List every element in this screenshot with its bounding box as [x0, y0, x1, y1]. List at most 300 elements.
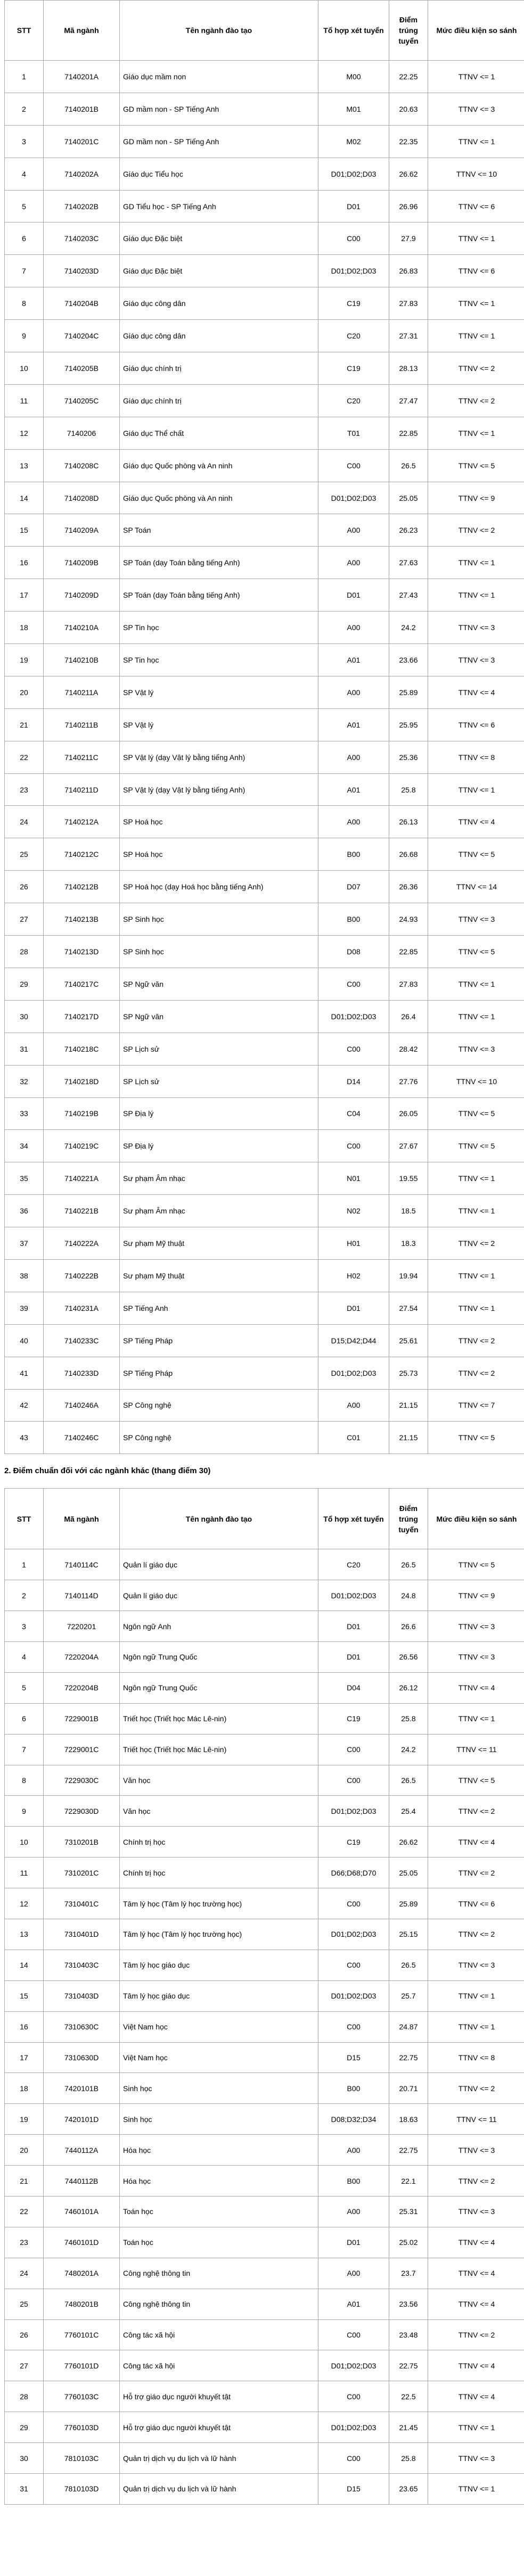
cell-stt: 7 [5, 1734, 44, 1765]
table-row [5, 936, 524, 968]
cell-code: 7140218D [44, 1065, 120, 1097]
cell-score: 26.68 [389, 838, 428, 871]
cell-name: Chính trị học [120, 1827, 318, 1857]
cell-name: SP Toán (dạy Toán bằng tiếng Anh) [120, 547, 318, 579]
cell-score: 25.15 [389, 1919, 428, 1950]
table-row [5, 255, 524, 287]
cell-code: 7140210B [44, 644, 120, 676]
header-code: Mã ngành [44, 1489, 120, 1549]
cell-stt: 22 [5, 2197, 44, 2227]
cell-combo: D04 [318, 1672, 389, 1703]
cell-name: SP Vật lý [120, 708, 318, 741]
cell-name: Chính trị học [120, 1857, 318, 1888]
table-row [5, 482, 524, 514]
cell-combo: A01 [318, 708, 389, 741]
cell-stt: 21 [5, 2166, 44, 2197]
cell-condition: TTNV <= 3 [428, 2197, 524, 2227]
cell-stt: 13 [5, 449, 44, 482]
cell-stt: 27 [5, 2350, 44, 2381]
cell-score: 25.8 [389, 2443, 428, 2474]
table-row [5, 384, 524, 417]
cell-name: Văn học [120, 1765, 318, 1796]
table-row [5, 871, 524, 903]
cell-condition: TTNV <= 9 [428, 1580, 524, 1611]
table-header [5, 1, 524, 61]
cell-name: Quản lí giáo dục [120, 1549, 318, 1580]
admission-table-teacher-training [4, 0, 524, 1454]
cell-code: 7310630C [44, 2011, 120, 2042]
cell-name: Sư phạm Mỹ thuật [120, 1259, 318, 1292]
table-row [5, 287, 524, 320]
cell-condition: TTNV <= 1 [428, 2412, 524, 2443]
cell-code: 7480201A [44, 2258, 120, 2289]
cell-name: Giáo dục Quốc phòng và An ninh [120, 482, 318, 514]
cell-condition: TTNV <= 7 [428, 1389, 524, 1422]
cell-name: Hóa học [120, 2135, 318, 2166]
cell-name: Tâm lý học (Tâm lý học trường học) [120, 1888, 318, 1919]
table-row [5, 1259, 524, 1292]
cell-name: SP Công nghệ [120, 1422, 318, 1454]
cell-stt: 43 [5, 1422, 44, 1454]
cell-name: SP Vật lý (dạy Vật lý bằng tiếng Anh) [120, 741, 318, 773]
cell-combo: A00 [318, 2258, 389, 2289]
cell-combo: H02 [318, 1259, 389, 1292]
cell-condition: TTNV <= 1 [428, 287, 524, 320]
table-row [5, 1065, 524, 1097]
table-row [5, 612, 524, 644]
table-row [5, 1857, 524, 1888]
table-row [5, 1097, 524, 1130]
cell-name: SP Toán (dạy Toán bằng tiếng Anh) [120, 579, 318, 612]
cell-combo: C00 [318, 2381, 389, 2412]
cell-condition: TTNV <= 2 [428, 514, 524, 547]
cell-combo: C00 [318, 2443, 389, 2474]
table-row [5, 644, 524, 676]
cell-score: 26.4 [389, 1000, 428, 1033]
cell-combo: D01 [318, 1641, 389, 1672]
table-row [5, 2166, 524, 2197]
cell-combo: C00 [318, 1888, 389, 1919]
cell-combo: C00 [318, 222, 389, 255]
cell-stt: 3 [5, 125, 44, 158]
cell-score: 26.62 [389, 158, 428, 190]
cell-score: 22.25 [389, 61, 428, 93]
table-row [5, 1703, 524, 1734]
cell-condition: TTNV <= 1 [428, 417, 524, 449]
cell-stt: 17 [5, 579, 44, 612]
cell-combo: C01 [318, 1422, 389, 1454]
cell-name: Triết học (Triết học Mác Lê-nin) [120, 1703, 318, 1734]
cell-stt: 25 [5, 838, 44, 871]
cell-code: 7140213B [44, 903, 120, 936]
cell-code: 7140221B [44, 1195, 120, 1227]
cell-combo: D01 [318, 2227, 389, 2258]
cell-name: Quản trị dịch vụ du lịch và lữ hành [120, 2474, 318, 2505]
admission-table-other-majors [4, 1488, 524, 2505]
cell-score: 26.62 [389, 1827, 428, 1857]
header-combo: Tổ hợp xét tuyển [318, 1, 389, 61]
table-row [5, 1950, 524, 1980]
cell-name: SP Sinh học [120, 936, 318, 968]
cell-name: Công tác xã hội [120, 2350, 318, 2381]
cell-score: 24.2 [389, 1734, 428, 1765]
cell-stt: 41 [5, 1357, 44, 1389]
cell-combo: C20 [318, 320, 389, 352]
cell-score: 26.5 [389, 1950, 428, 1980]
cell-condition: TTNV <= 1 [428, 1195, 524, 1227]
cell-stt: 31 [5, 1033, 44, 1065]
cell-condition: TTNV <= 3 [428, 1950, 524, 1980]
cell-condition: TTNV <= 2 [428, 2073, 524, 2104]
cell-combo: D14 [318, 1065, 389, 1097]
table-row [5, 158, 524, 190]
cell-score: 27.47 [389, 384, 428, 417]
cell-stt: 2 [5, 93, 44, 125]
cell-code: 7310630D [44, 2042, 120, 2073]
cell-stt: 15 [5, 1980, 44, 2011]
cell-stt: 18 [5, 2073, 44, 2104]
cell-name: SP Công nghệ [120, 1389, 318, 1422]
cell-stt: 10 [5, 352, 44, 385]
cell-combo: A01 [318, 644, 389, 676]
cell-combo: N02 [318, 1195, 389, 1227]
cell-condition: TTNV <= 1 [428, 222, 524, 255]
cell-combo: C00 [318, 1734, 389, 1765]
cell-name: Sư phạm Âm nhạc [120, 1195, 318, 1227]
cell-name: SP Lịch sử [120, 1033, 318, 1065]
table-row [5, 1611, 524, 1642]
cell-score: 21.45 [389, 2412, 428, 2443]
cell-condition: TTNV <= 1 [428, 968, 524, 1000]
cell-combo: M02 [318, 125, 389, 158]
table-row [5, 125, 524, 158]
cell-stt: 23 [5, 773, 44, 806]
cell-code: 7140208D [44, 482, 120, 514]
cell-name: Công nghệ thông tin [120, 2258, 318, 2289]
table-row [5, 352, 524, 385]
cell-combo: C00 [318, 2319, 389, 2350]
cell-code: 7140202B [44, 190, 120, 222]
cell-name: SP Lịch sử [120, 1065, 318, 1097]
cell-score: 23.66 [389, 644, 428, 676]
cell-combo: B00 [318, 2073, 389, 2104]
cell-condition: TTNV <= 1 [428, 547, 524, 579]
cell-name: Công tác xã hội [120, 2319, 318, 2350]
cell-score: 23.7 [389, 2258, 428, 2289]
cell-score: 24.87 [389, 2011, 428, 2042]
cell-combo: A00 [318, 806, 389, 838]
cell-stt: 8 [5, 1765, 44, 1796]
cell-combo: D01;D02;D03 [318, 2412, 389, 2443]
cell-combo: D15 [318, 2474, 389, 2505]
cell-score: 25.89 [389, 676, 428, 708]
cell-name: SP Ngữ văn [120, 1000, 318, 1033]
cell-code: 7140219C [44, 1130, 120, 1162]
cell-stt: 29 [5, 2412, 44, 2443]
table-row [5, 1130, 524, 1162]
cell-name: Việt Nam học [120, 2011, 318, 2042]
cell-code: 7220204B [44, 1672, 120, 1703]
cell-stt: 26 [5, 2319, 44, 2350]
cell-score: 26.23 [389, 514, 428, 547]
cell-score: 26.56 [389, 1641, 428, 1672]
table-row [5, 1033, 524, 1065]
cell-stt: 3 [5, 1611, 44, 1642]
table-row [5, 2104, 524, 2135]
cell-condition: TTNV <= 11 [428, 1734, 524, 1765]
table-row [5, 1734, 524, 1765]
cell-condition: TTNV <= 5 [428, 838, 524, 871]
cell-score: 22.75 [389, 2350, 428, 2381]
cell-name: Toán học [120, 2227, 318, 2258]
cell-score: 27.67 [389, 1130, 428, 1162]
cell-code: 7310403C [44, 1950, 120, 1980]
cell-name: Ngôn ngữ Trung Quốc [120, 1672, 318, 1703]
table-row [5, 1827, 524, 1857]
cell-score: 22.35 [389, 125, 428, 158]
table-row [5, 2319, 524, 2350]
table-row [5, 2289, 524, 2319]
cell-name: Giáo dục công dân [120, 287, 318, 320]
cell-name: Giáo dục Đặc biệt [120, 222, 318, 255]
cell-name: SP Tiếng Pháp [120, 1324, 318, 1357]
cell-combo: A01 [318, 773, 389, 806]
cell-score: 24.8 [389, 1580, 428, 1611]
cell-name: Hỗ trợ giáo dục người khuyết tật [120, 2412, 318, 2443]
cell-score: 27.83 [389, 287, 428, 320]
cell-code: 7440112A [44, 2135, 120, 2166]
cell-name: SP Toán [120, 514, 318, 547]
table-row [5, 1580, 524, 1611]
cell-code: 7140205B [44, 352, 120, 385]
cell-code: 7220201 [44, 1611, 120, 1642]
cell-code: 7140114C [44, 1549, 120, 1580]
cell-combo: D15 [318, 2042, 389, 2073]
cell-stt: 33 [5, 1097, 44, 1130]
cell-condition: TTNV <= 1 [428, 1703, 524, 1734]
cell-code: 7229001C [44, 1734, 120, 1765]
cell-name: Sư phạm Mỹ thuật [120, 1227, 318, 1260]
table-row [5, 2412, 524, 2443]
cell-name: Hóa học [120, 2166, 318, 2197]
header-combo: Tổ hợp xét tuyển [318, 1489, 389, 1549]
cell-condition: TTNV <= 4 [428, 2289, 524, 2319]
cell-stt: 35 [5, 1162, 44, 1195]
cell-name: Tâm lý học (Tâm lý học trường học) [120, 1919, 318, 1950]
cell-score: 27.43 [389, 579, 428, 612]
cell-name: Sinh học [120, 2073, 318, 2104]
cell-combo: D01;D02;D03 [318, 1919, 389, 1950]
cell-code: 7140219B [44, 1097, 120, 1130]
table-row [5, 2381, 524, 2412]
table-row [5, 838, 524, 871]
cell-combo: A01 [318, 2289, 389, 2319]
cell-code: 7140208C [44, 449, 120, 482]
cell-code: 7140205C [44, 384, 120, 417]
cell-stt: 21 [5, 708, 44, 741]
table-row [5, 1162, 524, 1195]
cell-score: 27.83 [389, 968, 428, 1000]
cell-stt: 20 [5, 676, 44, 708]
cell-code: 7140212A [44, 806, 120, 838]
header-condition: Mức điều kiện so sánh [428, 1, 524, 61]
cell-stt: 26 [5, 871, 44, 903]
cell-stt: 24 [5, 806, 44, 838]
cell-name: Giáo dục chính trị [120, 384, 318, 417]
header-name: Tên ngành đào tạo [120, 1489, 318, 1549]
cell-stt: 19 [5, 2104, 44, 2135]
cell-score: 25.4 [389, 1796, 428, 1827]
cell-name: Sinh học [120, 2104, 318, 2135]
cell-stt: 16 [5, 2011, 44, 2042]
cell-condition: TTNV <= 2 [428, 2319, 524, 2350]
cell-combo: D08;D32;D34 [318, 2104, 389, 2135]
cell-combo: D15;D42;D44 [318, 1324, 389, 1357]
cell-stt: 37 [5, 1227, 44, 1260]
cell-name: Hỗ trợ giáo dục người khuyết tật [120, 2381, 318, 2412]
cell-code: 7140206 [44, 417, 120, 449]
cell-condition: TTNV <= 6 [428, 708, 524, 741]
cell-stt: 9 [5, 1796, 44, 1827]
header-score: Điểm trúng tuyển [389, 1, 428, 61]
cell-combo: M00 [318, 61, 389, 93]
table-row [5, 2073, 524, 2104]
cell-code: 7140246A [44, 1389, 120, 1422]
cell-combo: M01 [318, 93, 389, 125]
cell-code: 7140209A [44, 514, 120, 547]
table-row [5, 1549, 524, 1580]
table-row [5, 514, 524, 547]
cell-code: 7310403D [44, 1980, 120, 2011]
cell-condition: TTNV <= 3 [428, 93, 524, 125]
cell-condition: TTNV <= 5 [428, 1765, 524, 1796]
cell-condition: TTNV <= 4 [428, 2350, 524, 2381]
cell-name: Triết học (Triết học Mác Lê-nin) [120, 1734, 318, 1765]
cell-code: 7460101A [44, 2197, 120, 2227]
cell-combo: B00 [318, 838, 389, 871]
cell-combo: H01 [318, 1227, 389, 1260]
cell-condition: TTNV <= 2 [428, 1357, 524, 1389]
cell-score: 25.36 [389, 741, 428, 773]
cell-score: 28.13 [389, 352, 428, 385]
cell-code: 7310401C [44, 1888, 120, 1919]
cell-combo: A00 [318, 612, 389, 644]
cell-code: 7140209D [44, 579, 120, 612]
cell-condition: TTNV <= 2 [428, 2166, 524, 2197]
cell-condition: TTNV <= 6 [428, 190, 524, 222]
cell-combo: D01;D02;D03 [318, 255, 389, 287]
cell-code: 7140203C [44, 222, 120, 255]
cell-name: SP Hoá học [120, 838, 318, 871]
cell-code: 7480201B [44, 2289, 120, 2319]
cell-combo: C00 [318, 1033, 389, 1065]
cell-name: Giáo dục chính trị [120, 352, 318, 385]
cell-combo: D01;D02;D03 [318, 1796, 389, 1827]
table-row [5, 2227, 524, 2258]
cell-code: 7229030D [44, 1796, 120, 1827]
cell-condition: TTNV <= 1 [428, 2011, 524, 2042]
cell-condition: TTNV <= 2 [428, 1227, 524, 1260]
table-row [5, 1292, 524, 1324]
cell-name: Tâm lý học giáo dục [120, 1980, 318, 2011]
cell-code: 7140213D [44, 936, 120, 968]
cell-condition: TTNV <= 4 [428, 806, 524, 838]
cell-code: 7140210A [44, 612, 120, 644]
table-row [5, 773, 524, 806]
cell-name: Ngôn ngữ Anh [120, 1611, 318, 1642]
cell-combo: A00 [318, 514, 389, 547]
cell-condition: TTNV <= 3 [428, 903, 524, 936]
cell-name: SP Hoá học [120, 806, 318, 838]
cell-name: Văn học [120, 1796, 318, 1827]
cell-name: SP Tiếng Anh [120, 1292, 318, 1324]
cell-score: 27.31 [389, 320, 428, 352]
cell-stt: 4 [5, 1641, 44, 1672]
cell-code: 7229001B [44, 1703, 120, 1734]
cell-condition: TTNV <= 1 [428, 1000, 524, 1033]
cell-combo: C00 [318, 1130, 389, 1162]
cell-score: 26.5 [389, 449, 428, 482]
cell-score: 26.6 [389, 1611, 428, 1642]
cell-stt: 28 [5, 2381, 44, 2412]
cell-name: Giáo dục Quốc phòng và An ninh [120, 449, 318, 482]
cell-score: 26.5 [389, 1765, 428, 1796]
cell-score: 20.71 [389, 2073, 428, 2104]
cell-code: 7420101B [44, 2073, 120, 2104]
table-row [5, 1000, 524, 1033]
table-row [5, 1324, 524, 1357]
cell-name: GD Tiểu học - SP Tiếng Anh [120, 190, 318, 222]
cell-code: 7140217D [44, 1000, 120, 1033]
cell-code: 7440112B [44, 2166, 120, 2197]
cell-name: Ngôn ngữ Trung Quốc [120, 1641, 318, 1672]
cell-condition: TTNV <= 11 [428, 2104, 524, 2135]
cell-condition: TTNV <= 1 [428, 1292, 524, 1324]
cell-name: Quản lí giáo dục [120, 1580, 318, 1611]
cell-stt: 19 [5, 644, 44, 676]
cell-stt: 24 [5, 2258, 44, 2289]
cell-stt: 36 [5, 1195, 44, 1227]
cell-code: 7140211D [44, 773, 120, 806]
cell-condition: TTNV <= 3 [428, 1033, 524, 1065]
cell-name: SP Vật lý (dạy Vật lý bằng tiếng Anh) [120, 773, 318, 806]
cell-condition: TTNV <= 5 [428, 1097, 524, 1130]
cell-condition: TTNV <= 8 [428, 741, 524, 773]
table-row [5, 1422, 524, 1454]
cell-stt: 30 [5, 2443, 44, 2474]
cell-stt: 15 [5, 514, 44, 547]
header-row [5, 1489, 524, 1549]
cell-stt: 22 [5, 741, 44, 773]
cell-combo: D01;D02;D03 [318, 1980, 389, 2011]
cell-condition: TTNV <= 1 [428, 320, 524, 352]
cell-code: 7140212C [44, 838, 120, 871]
cell-stt: 23 [5, 2227, 44, 2258]
cell-name: Sư phạm Âm nhạc [120, 1162, 318, 1195]
cell-score: 22.1 [389, 2166, 428, 2197]
cell-condition: TTNV <= 8 [428, 2042, 524, 2073]
table-row [5, 1919, 524, 1950]
cell-condition: TTNV <= 2 [428, 1796, 524, 1827]
cell-combo: A00 [318, 676, 389, 708]
table-row [5, 1357, 524, 1389]
table-row [5, 417, 524, 449]
cell-name: SP Hoá học (dạy Hoá học bằng tiếng Anh) [120, 871, 318, 903]
cell-name: SP Tiếng Pháp [120, 1357, 318, 1389]
cell-code: 7760101C [44, 2319, 120, 2350]
cell-condition: TTNV <= 4 [428, 1672, 524, 1703]
cell-name: Quản trị dịch vụ du lịch và lữ hành [120, 2443, 318, 2474]
